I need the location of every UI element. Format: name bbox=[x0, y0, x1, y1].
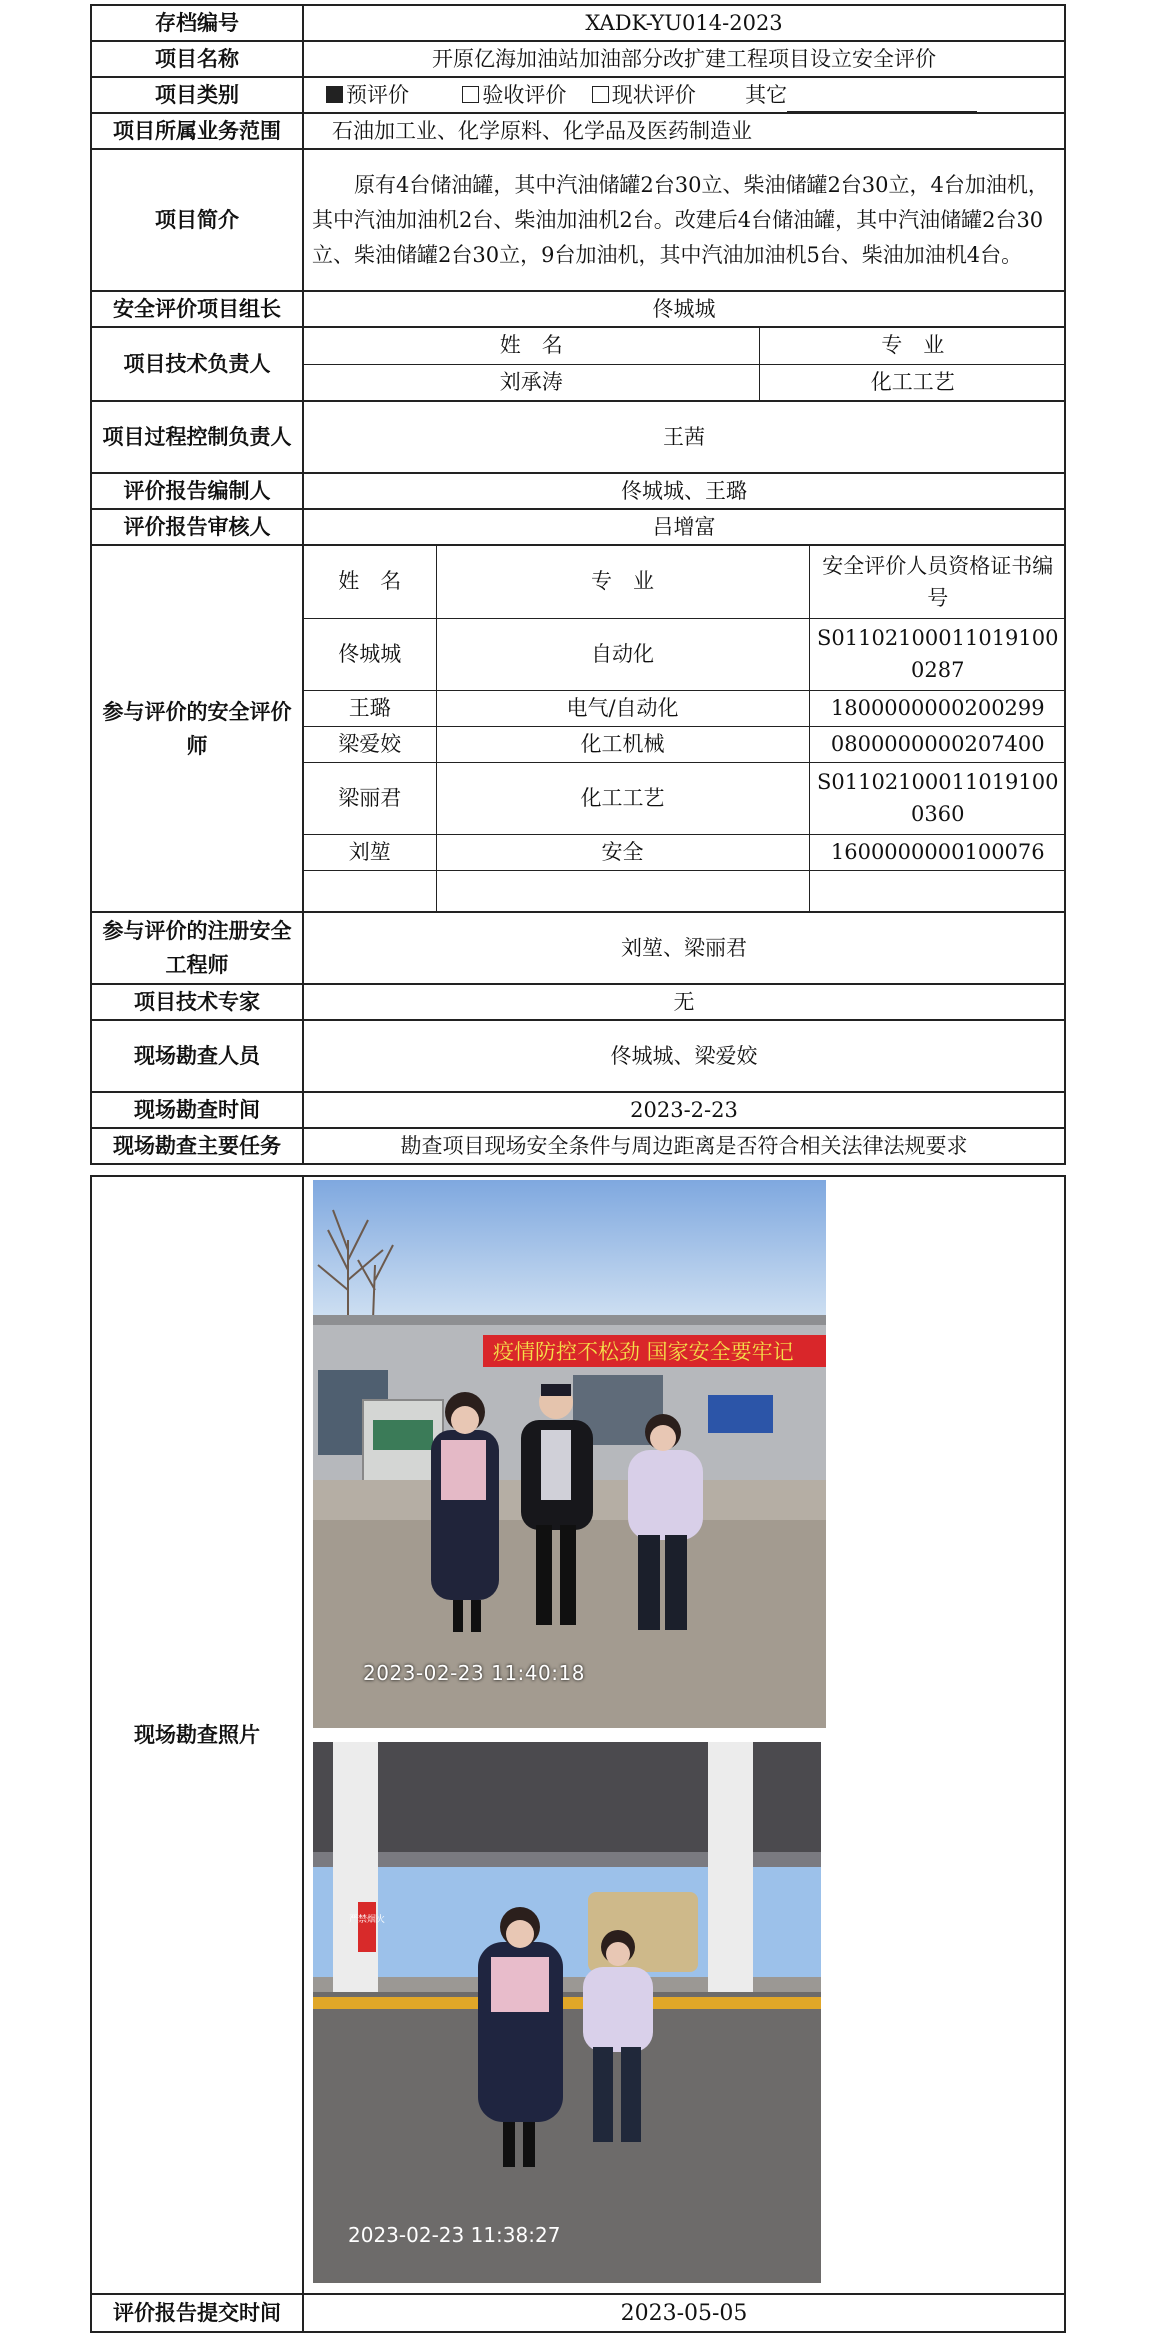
table-row-empty bbox=[304, 870, 1065, 911]
expert-value: 无 bbox=[303, 984, 1065, 1020]
project-name-value: 开原亿海加油站加油部分改扩建工程项目设立安全评价 bbox=[303, 41, 1065, 77]
evaluator-name: 王璐 bbox=[304, 690, 436, 726]
submit-time-value: 2023-05-05 bbox=[303, 2294, 1065, 2332]
checked-box-icon bbox=[326, 86, 343, 103]
evaluators-label: 参与评价的安全评价师 bbox=[91, 545, 303, 912]
category-option-acceptance: 验收评价 bbox=[482, 82, 567, 107]
evaluator-cert-header: 安全评价人员资格证书编号 bbox=[809, 546, 1065, 618]
team-leader-label: 安全评价项目组长 bbox=[91, 291, 303, 327]
unchecked-box-icon bbox=[462, 86, 479, 103]
project-info-table bbox=[90, 4, 1066, 1165]
category-option-pre: 预评价 bbox=[346, 82, 409, 107]
tech-name-value: 刘承涛 bbox=[304, 364, 759, 400]
survey-time-value: 2023-2-23 bbox=[303, 1092, 1065, 1128]
survey-task-label: 现场勘查主要任务 bbox=[91, 1128, 303, 1164]
archive-number-label: 存档编号 bbox=[91, 5, 303, 41]
photo-2-pillar-sign: 严禁烟火 bbox=[348, 1915, 386, 1925]
other-underline bbox=[787, 89, 977, 112]
engineers-value: 刘堃、梁丽君 bbox=[303, 912, 1065, 984]
expert-label: 项目技术专家 bbox=[91, 984, 303, 1020]
project-summary-value: 原有4台储油罐，其中汽油储罐2台30立、柴油储罐2台30立，4台加油机，其中汽油加油机2台、柴油加油机2台。改建后4台储油罐，其中汽油储罐2台30立、柴油储罐2台30立，9台加油机，其中汽油加油机5台、柴油加油机4台。 bbox=[303, 149, 1065, 291]
evaluator-major: 化工机械 bbox=[436, 726, 809, 762]
evaluator-name: 刘堃 bbox=[304, 834, 436, 870]
survey-staff-label: 现场勘查人员 bbox=[91, 1020, 303, 1092]
survey-photos-label: 现场勘查照片 bbox=[91, 1176, 303, 2294]
evaluator-major: 安全 bbox=[436, 834, 809, 870]
table-row bbox=[304, 618, 1065, 690]
tech-lead-label: 项目技术负责人 bbox=[91, 327, 303, 401]
photo-1-timestamp: 2023-02-23 11:40:18 bbox=[363, 1661, 585, 1685]
evaluators-subtable bbox=[304, 546, 1065, 911]
project-summary-label: 项目简介 bbox=[91, 149, 303, 291]
survey-photo-1 bbox=[313, 1180, 826, 1728]
tech-name-header: 姓 名 bbox=[304, 328, 759, 364]
photo-1-banner-text: 疫情防控不松劲 国家安全要牢记 bbox=[493, 1340, 794, 1364]
table-row bbox=[304, 690, 1065, 726]
photo-2-image bbox=[313, 1742, 821, 2283]
photo-1-image bbox=[313, 1180, 826, 1728]
evaluator-name: 佟城城 bbox=[304, 618, 436, 690]
evaluator-major: 化工工艺 bbox=[436, 762, 809, 834]
survey-staff-value: 佟城城、梁爱姣 bbox=[303, 1020, 1065, 1092]
process-control-label: 项目过程控制负责人 bbox=[91, 401, 303, 473]
survey-photo-2 bbox=[313, 1742, 821, 2283]
evaluator-major: 自动化 bbox=[436, 618, 809, 690]
evaluator-cert: 1600000000100076 bbox=[809, 834, 1065, 870]
evaluator-cert: S011021000110191000360 bbox=[809, 762, 1065, 834]
unchecked-box-icon bbox=[592, 86, 609, 103]
reviewer-value: 吕增富 bbox=[303, 509, 1065, 545]
survey-time-label: 现场勘查时间 bbox=[91, 1092, 303, 1128]
category-option-other: 其它 bbox=[745, 82, 788, 107]
evaluator-major: 电气/自动化 bbox=[436, 690, 809, 726]
evaluator-cert: 1800000000200299 bbox=[809, 690, 1065, 726]
evaluator-name-header: 姓 名 bbox=[304, 546, 436, 618]
tech-major-value: 化工工艺 bbox=[759, 364, 1065, 400]
tech-major-header: 专 业 bbox=[759, 328, 1065, 364]
evaluator-major-header: 专 业 bbox=[436, 546, 809, 618]
table-row bbox=[304, 834, 1065, 870]
survey-task-value: 勘查项目现场安全条件与周边距离是否符合相关法律法规要求 bbox=[303, 1128, 1065, 1164]
table-row bbox=[304, 726, 1065, 762]
archive-number-value: XADK-YU014-2023 bbox=[303, 5, 1065, 41]
evaluator-cert: 0800000000207400 bbox=[809, 726, 1065, 762]
evaluator-name: 梁爱姣 bbox=[304, 726, 436, 762]
submit-time-label: 评价报告提交时间 bbox=[91, 2294, 303, 2332]
project-category-options bbox=[303, 77, 1065, 113]
process-control-value: 王茜 bbox=[303, 401, 1065, 473]
category-option-status: 现状评价 bbox=[611, 82, 696, 107]
business-scope-value: 石油加工业、化学原料、化学品及医药制造业 bbox=[303, 113, 1065, 149]
tech-lead-subtable bbox=[304, 328, 1065, 400]
reviewer-label: 评价报告审核人 bbox=[91, 509, 303, 545]
evaluator-cert: S011021000110191000287 bbox=[809, 618, 1065, 690]
compiler-value: 佟城城、王璐 bbox=[303, 473, 1065, 509]
project-name-label: 项目名称 bbox=[91, 41, 303, 77]
team-leader-value: 佟城城 bbox=[303, 291, 1065, 327]
table-row bbox=[304, 762, 1065, 834]
evaluator-name: 梁丽君 bbox=[304, 762, 436, 834]
engineers-label: 参与评价的注册安全工程师 bbox=[91, 912, 303, 984]
business-scope-label: 项目所属业务范围 bbox=[91, 113, 303, 149]
photo-2-timestamp: 2023-02-23 11:38:27 bbox=[348, 2223, 561, 2247]
compiler-label: 评价报告编制人 bbox=[91, 473, 303, 509]
project-category-label: 项目类别 bbox=[91, 77, 303, 113]
